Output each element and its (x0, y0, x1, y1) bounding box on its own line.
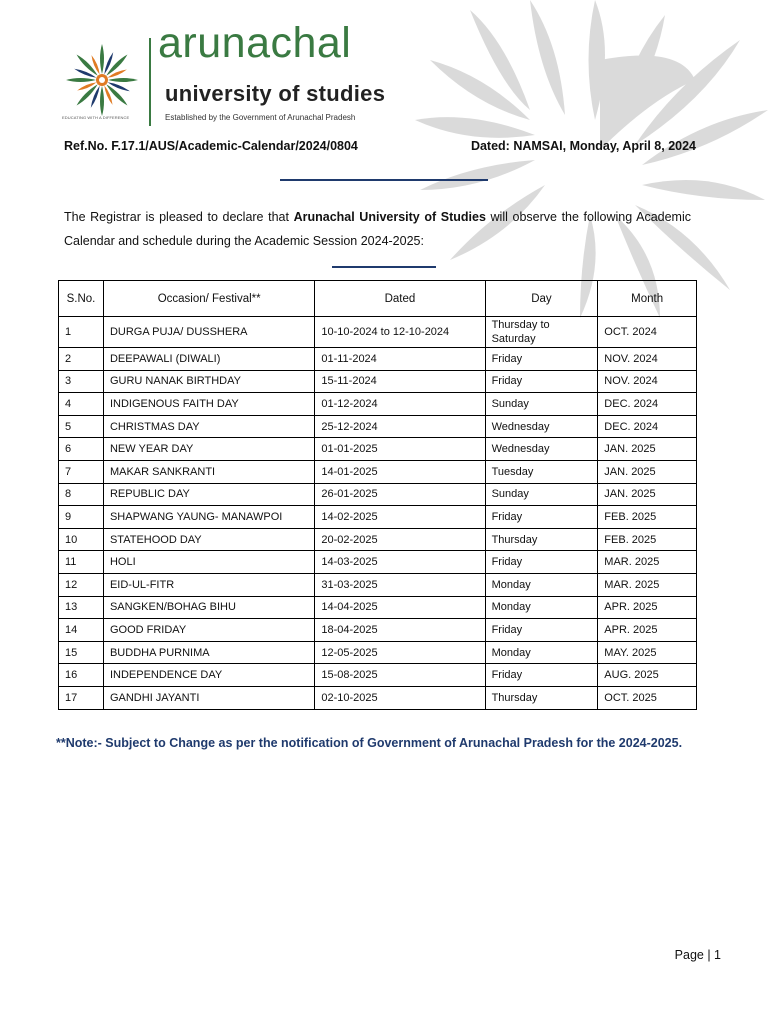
dated-cell: 10-10-2024 to 12-10-2024 (315, 317, 485, 348)
section-rule (332, 266, 436, 268)
sno-cell: 1 (59, 317, 104, 348)
column-header-sno: S.No. (59, 281, 104, 317)
sno-cell: 11 (59, 551, 104, 574)
day-cell: Thursday to Saturday (485, 317, 598, 348)
day-cell: Monday (485, 596, 598, 619)
table-body (59, 317, 697, 710)
occasion-cell: BUDDHA PURNIMA (103, 641, 314, 664)
occasion-cell: EID-UL-FITR (103, 573, 314, 596)
day-cell: Tuesday (485, 460, 598, 483)
table-row (59, 551, 697, 574)
month-cell: MAR. 2025 (598, 573, 697, 596)
sno-cell: 4 (59, 393, 104, 416)
sno-cell: 3 (59, 370, 104, 393)
day-cell: Friday (485, 348, 598, 371)
occasion-cell: DURGA PUJA/ DUSSHERA (103, 317, 314, 348)
occasion-cell: NEW YEAR DAY (103, 438, 314, 461)
day-cell: Monday (485, 641, 598, 664)
dated-cell: 01-01-2025 (315, 438, 485, 461)
sno-cell: 6 (59, 438, 104, 461)
month-cell: OCT. 2024 (598, 317, 697, 348)
sno-cell: 14 (59, 619, 104, 642)
dated-cell: 31-03-2025 (315, 573, 485, 596)
table-row (59, 619, 697, 642)
day-cell: Friday (485, 506, 598, 529)
sno-cell: 15 (59, 641, 104, 664)
month-cell: APR. 2025 (598, 619, 697, 642)
month-cell: NOV. 2024 (598, 348, 697, 371)
month-cell: MAY. 2025 (598, 641, 697, 664)
month-cell: DEC. 2024 (598, 393, 697, 416)
month-cell: OCT. 2025 (598, 686, 697, 709)
table-row (59, 438, 697, 461)
month-cell: APR. 2025 (598, 596, 697, 619)
column-header-occasion: Occasion/ Festival** (103, 281, 314, 317)
day-cell: Friday (485, 551, 598, 574)
academic-calendar-table (58, 280, 697, 710)
university-logo-icon (62, 40, 142, 118)
sno-cell: 16 (59, 664, 104, 687)
table-row (59, 483, 697, 506)
occasion-cell: GANDHI JAYANTI (103, 686, 314, 709)
letter-date: Dated: NAMSAI, Monday, April 8, 2024 (470, 139, 696, 153)
sno-cell: 13 (59, 596, 104, 619)
occasion-cell: SHAPWANG YAUNG- MANAWPOI (103, 506, 314, 529)
dated-cell: 15-11-2024 (315, 370, 485, 393)
intro-paragraph (64, 205, 691, 253)
sno-cell: 9 (59, 506, 104, 529)
occasion-cell: REPUBLIC DAY (103, 483, 314, 506)
dated-cell: 20-02-2025 (315, 528, 485, 551)
logo-tagline: EDUCATING WITH A DIFFERENCE (62, 115, 130, 120)
day-cell: Friday (485, 619, 598, 642)
occasion-cell: HOLI (103, 551, 314, 574)
dated-cell: 26-01-2025 (315, 483, 485, 506)
table-row (59, 370, 697, 393)
logo-subtitle: university of studies (165, 81, 386, 106)
day-cell: Monday (485, 573, 598, 596)
intro-university-name: Arunachal University of Studies (293, 209, 486, 224)
occasion-cell: INDEPENDENCE DAY (103, 664, 314, 687)
table-row (59, 596, 697, 619)
sno-cell: 5 (59, 415, 104, 438)
dated-cell: 01-11-2024 (315, 348, 485, 371)
dated-cell: 25-12-2024 (315, 415, 485, 438)
occasion-cell: SANGKEN/BOHAG BIHU (103, 596, 314, 619)
table-row (59, 506, 697, 529)
month-cell: JAN. 2025 (598, 483, 697, 506)
intro-text-start: The Registrar is pleased to declare that (64, 209, 294, 224)
table-row (59, 317, 697, 348)
day-cell: Friday (485, 370, 598, 393)
dated-cell: 14-02-2025 (315, 506, 485, 529)
sno-cell: 17 (59, 686, 104, 709)
table-row (59, 393, 697, 416)
table-row (59, 528, 697, 551)
footnote: **Note:- Subject to Change as per the notification of Government of Arunachal Pradesh for the 2024-2025. (56, 736, 683, 750)
sno-cell: 12 (59, 573, 104, 596)
table-row (59, 415, 697, 438)
month-cell: FEB. 2025 (598, 528, 697, 551)
reference-number: Ref.No. F.17.1/AUS/Academic-Calendar/2024/0804 (64, 139, 358, 153)
dated-cell: 02-10-2025 (315, 686, 485, 709)
table-row (59, 573, 697, 596)
occasion-cell: GURU NANAK BIRTHDAY (103, 370, 314, 393)
table-row (59, 641, 697, 664)
dated-cell: 14-03-2025 (315, 551, 485, 574)
month-cell: DEC. 2024 (598, 415, 697, 438)
logo-established: Established by the Government of Arunachal Pradesh (165, 113, 356, 122)
day-cell: Thursday (485, 686, 598, 709)
sno-cell: 7 (59, 460, 104, 483)
day-cell: Sunday (485, 483, 598, 506)
month-cell: FEB. 2025 (598, 506, 697, 529)
column-header-month: Month (598, 281, 697, 317)
dated-cell: 14-04-2025 (315, 596, 485, 619)
table-row (59, 460, 697, 483)
table-row (59, 664, 697, 687)
dated-cell: 14-01-2025 (315, 460, 485, 483)
month-cell: JAN. 2025 (598, 438, 697, 461)
occasion-cell: STATEHOOD DAY (103, 528, 314, 551)
occasion-cell: INDIGENOUS FAITH DAY (103, 393, 314, 416)
month-cell: AUG. 2025 (598, 664, 697, 687)
table-header-row (59, 281, 697, 317)
sno-cell: 8 (59, 483, 104, 506)
occasion-cell: CHRISTMAS DAY (103, 415, 314, 438)
page-number: Page | 1 (674, 948, 721, 962)
sno-cell: 2 (59, 348, 104, 371)
intro-text-end: will observe the following Academic Calendar and schedule during the Academic Session 2024-2025: (64, 209, 691, 248)
header-rule (280, 179, 488, 181)
table-row (59, 348, 697, 371)
column-header-day: Day (485, 281, 598, 317)
month-cell: NOV. 2024 (598, 370, 697, 393)
occasion-cell: DEEPAWALI (DIWALI) (103, 348, 314, 371)
dated-cell: 18-04-2025 (315, 619, 485, 642)
table-row (59, 686, 697, 709)
day-cell: Thursday (485, 528, 598, 551)
dated-cell: 15-08-2025 (315, 664, 485, 687)
occasion-cell: MAKAR SANKRANTI (103, 460, 314, 483)
day-cell: Wednesday (485, 415, 598, 438)
logo-name: arunachal (158, 19, 352, 67)
month-cell: JAN. 2025 (598, 460, 697, 483)
month-cell: MAR. 2025 (598, 551, 697, 574)
column-header-dated: Dated (315, 281, 485, 317)
day-cell: Sunday (485, 393, 598, 416)
occasion-cell: GOOD FRIDAY (103, 619, 314, 642)
day-cell: Wednesday (485, 438, 598, 461)
dated-cell: 01-12-2024 (315, 393, 485, 416)
logo-divider (149, 38, 151, 126)
dated-cell: 12-05-2025 (315, 641, 485, 664)
sno-cell: 10 (59, 528, 104, 551)
day-cell: Friday (485, 664, 598, 687)
